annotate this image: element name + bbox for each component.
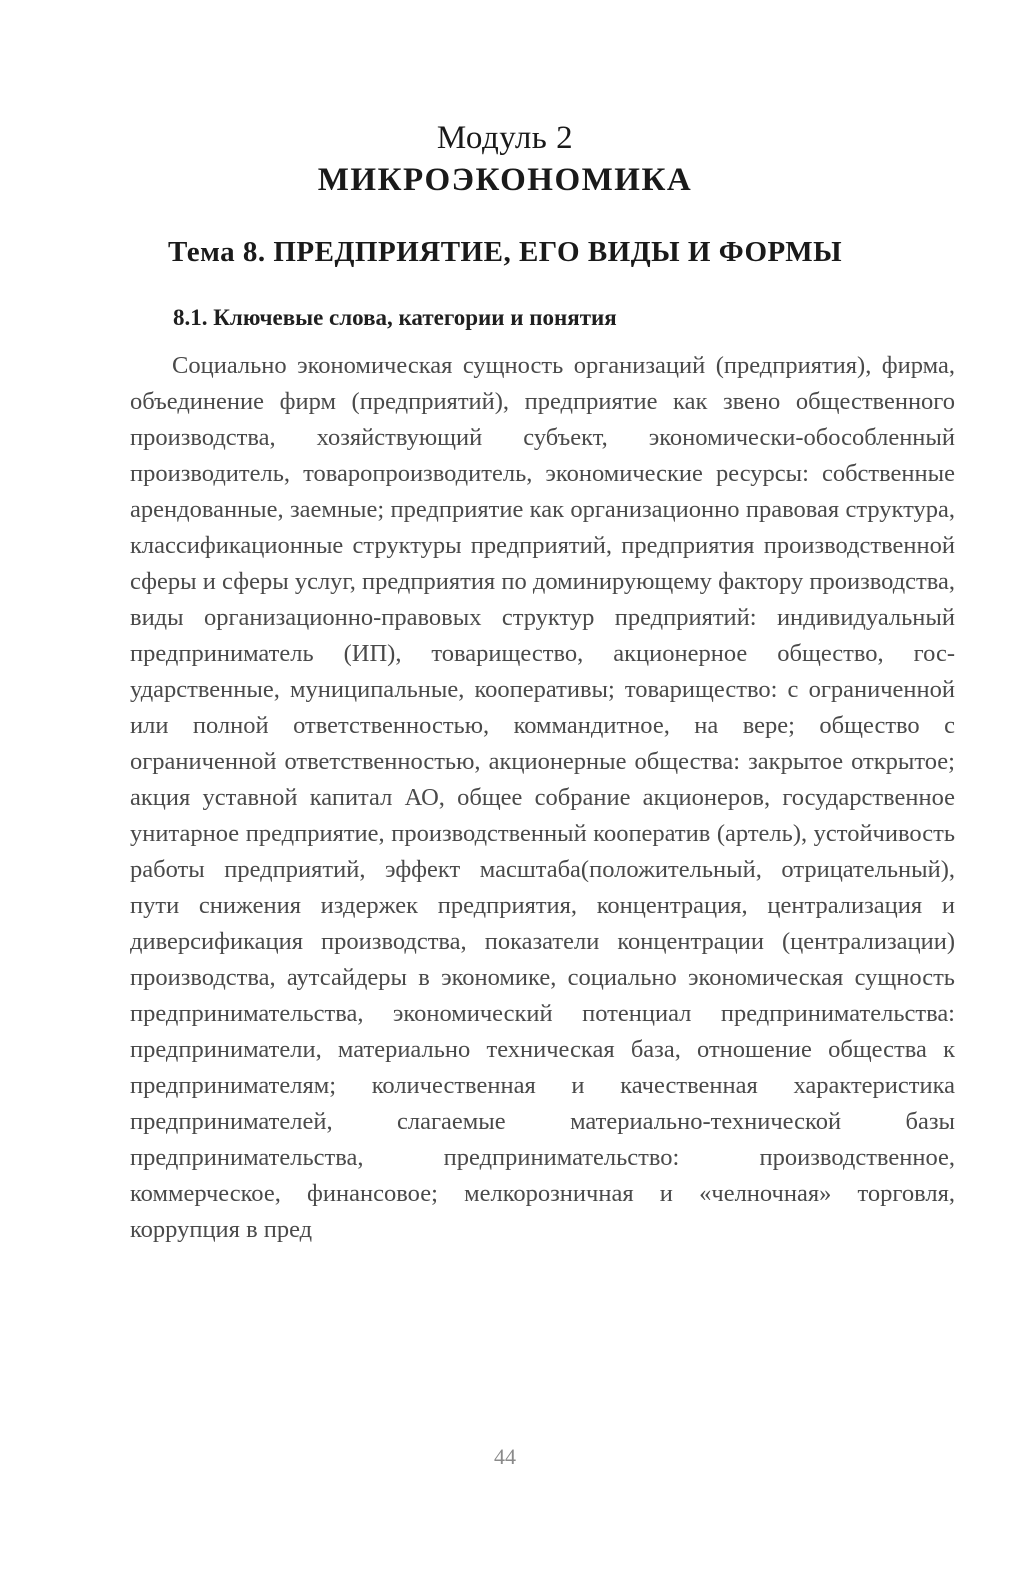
module-title: Модуль 2 [436, 120, 574, 156]
subsection-title: 8.1. Ключевые слова, категории и понятия [173, 305, 617, 330]
topic-title: Тема 8. ПРЕДПРИЯТИЕ, ЕГО ВИДЫ И ФОРМЫ [167, 236, 843, 268]
section-title: МИКРОЭКОНОМИКА [317, 162, 693, 198]
page-number: 44 [494, 1444, 516, 1469]
body-paragraph: Социально экономическая сущность организаций (предприятия), фирма, объединение фирм (предприятий), предприятие как звено общественного производства, хозяйствующий субъект, экономически-обособленный производитель, товаропроизводитель, экономические ресурсы: собственные арендованные, заемные; предприятие как организационно правовая структура, классификационные структуры предприятий, предприятия производственной сферы и сферы услуг, предприятия по доминирующему фактору производства, виды организационно-правовых структур предприятий: индивидуальный предприниматель (ИП), товарищество, акционерное общество, государственные, муниципальные, кооперативы; товарищество: с ограниченной или полной ответственностью, коммандитное, на вере; общество с ограниченной ответственностью, акционерные общества: закрытое открытое; акция уставной капитал АО, общее собрание акционеров, государственное унитарное предприятие, производственный кооператив (артель), устойчивость работы предприятий, эффект масштаба(положительный, отрицательный), пути снижения издержек предприятия, концентрация, централизация и диверсификация производства, показатели концентрации (централизации) производства, аутсайдеры в экономике, социально экономическая сущность предпринимательства, экономический потенциал предпринимательства: предприниматели, материально техническая база, отношение общества к предпринимателям; количественная и качественная характеристика предпринимателей, слагаемые материально-технической базы предпринимательства, предпринимательство: производственное, коммерческое, финансовое; мелкорозничная и «челночная» торговля, коррупция в пред [130, 352, 955, 1243]
